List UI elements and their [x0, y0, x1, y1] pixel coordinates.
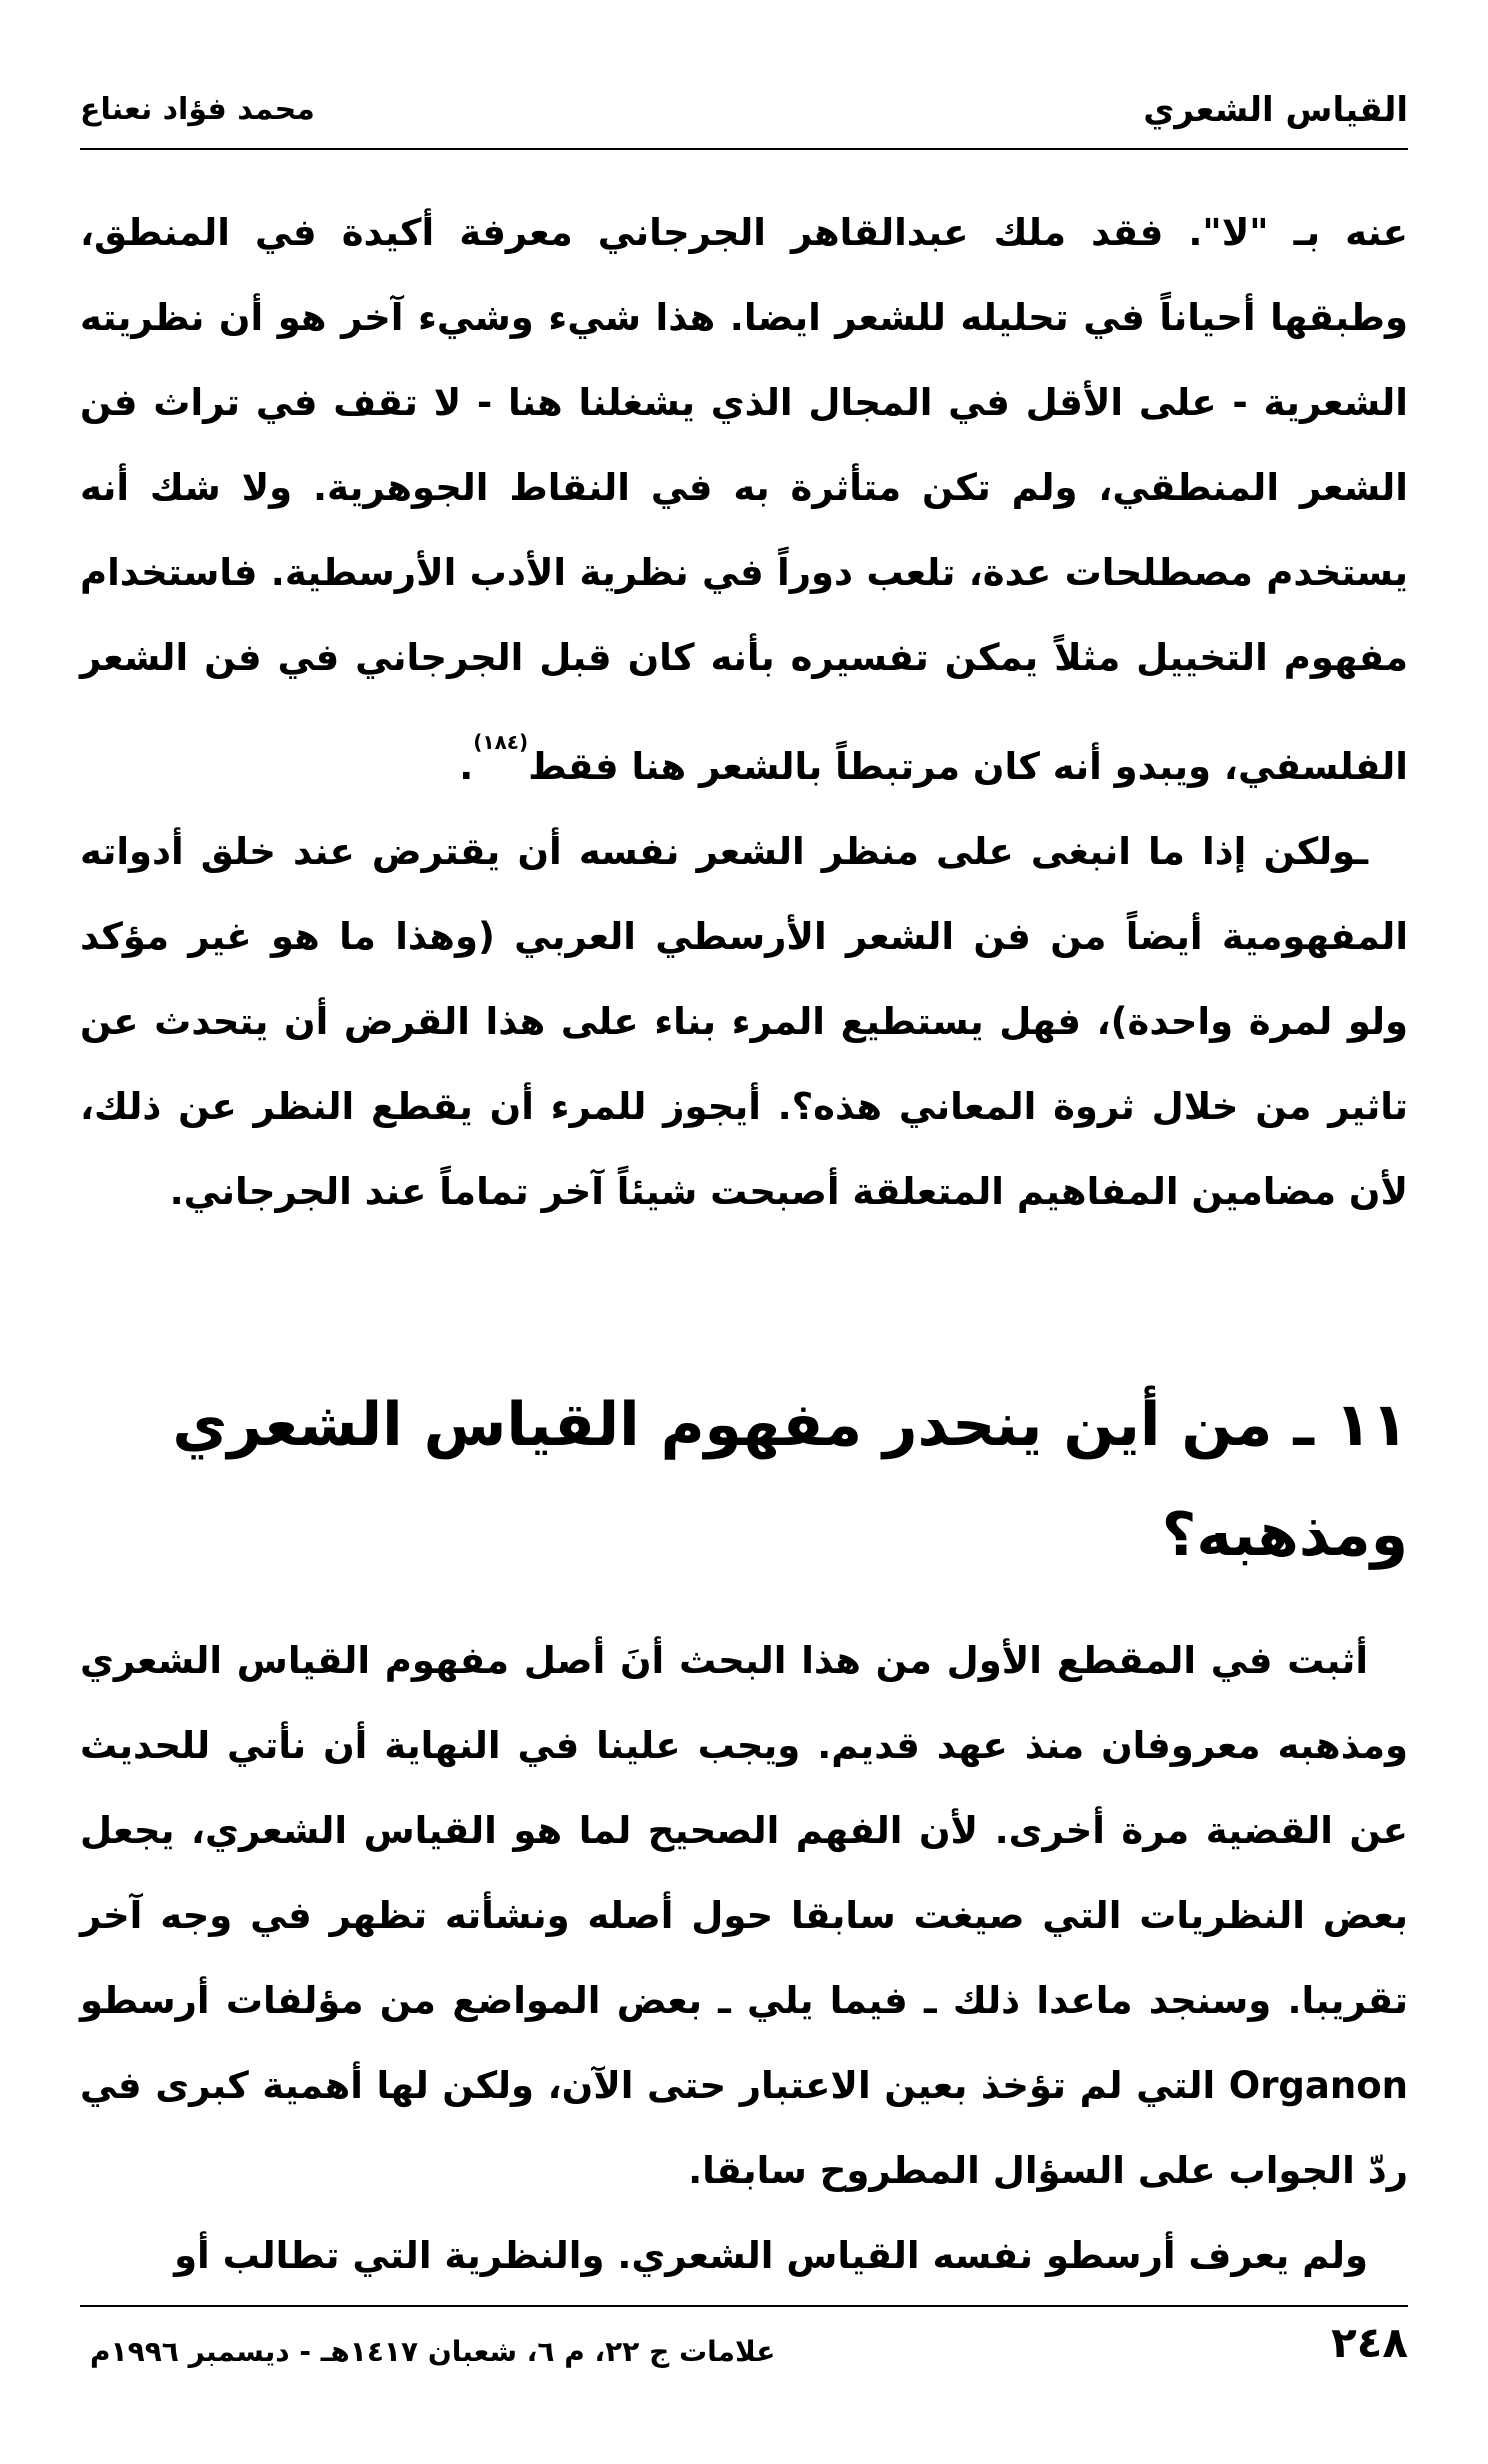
header-title: القياس الشعري: [1143, 90, 1408, 130]
journal-info: علامات ج ٢٢، م ٦، شعبان ١٤١٧هـ - ديسمبر ١٩٩٦م: [90, 2335, 776, 2368]
body-block-bottom: [80, 1618, 1408, 2298]
running-header: [80, 84, 1408, 150]
paragraph-1-end: .: [459, 745, 474, 788]
paragraph-4: ولم يعرف أرسطو نفسه القياس الشعري. والنظرية التي تطالب أو: [174, 2234, 1368, 2277]
paragraph-2: ـولكن إذا ما انبغى على منظر الشعر نفسه أن يقترض عند خلق أدواته المفهومية أيضاً من فن الشعر الأرسطي العربي (وهذا ما هو غير مؤكد ولو لمرة واحدة)، فهل يستطيع المرء بناء على هذا القرض أن يتحدث عن تاثير من خلال ثروة المعاني هذه؟. أيجوز للمرء أن يقطع النظر عن ذلك، لأن مضامين المفاهيم المتعلقة أصبحت شيئاً آخر تماماً عند الجرجاني.: [80, 830, 1408, 1213]
paragraph-3: أثبت في المقطع الأول من هذا البحث أنَ أصل مفهوم القياس الشعري ومذهبه معروفان منذ عهد قديم. ويجب علينا في النهاية أن نأتي للحديث عن القضية مرة أخرى. لأن الفهم الصحيح لما هو القياس الشعري، يجعل بعض النظريات التي صيغت سابقا حول أصله ونشأته تظهر في وجه آخر تقريبا. وسنجد ماعدا ذلك ـ فيما يلي ـ بعض المواضع من مؤلفات أرسطو Organon التي لم تؤخذ بعين الاعتبار حتى الآن، ولكن لها أهمية كبرى في ردّ الجواب على السؤال المطروح سابقا.: [80, 1639, 1408, 2192]
page-number: ٢٤٨: [1331, 2318, 1408, 2367]
footnote-reference: (١٨٤): [473, 730, 529, 754]
section-heading: ١١ ـ من أين ينحدر مفهوم القياس الشعري ومذهبه؟: [172, 1389, 1408, 1570]
footer-divider: [80, 2305, 1408, 2307]
body-block-top: [80, 190, 1408, 1234]
paragraph-1-text: عنه بـ "لا". فقد ملك عبدالقاهر الجرجاني معرفة أكيدة في المنطق، وطبقها أحياناً في تحليله للشعر ايضا. هذا شيء وشيء آخر هو أن نظريته الشعرية - على الأقل في المجال الذي يشغلنا هنا - لا تقف في تراث فن الشعر المنطقي، ولم تكن متأثرة به في النقاط الجوهرية. ولا شك أنه يستخدم مصطلحات عدة، تلعب دوراً في نظرية الأدب الأرسطية. فاستخدام مفهوم التخييل مثلاً يمكن تفسيره بأنه كان قبل الجرجاني في فن الشعر الفلسفي، ويبدو أنه كان مرتبطاً بالشعر هنا فقط: [80, 211, 1408, 788]
paragraph-1: [80, 190, 1408, 809]
header-author: محمد فؤاد نعناع: [80, 92, 315, 127]
